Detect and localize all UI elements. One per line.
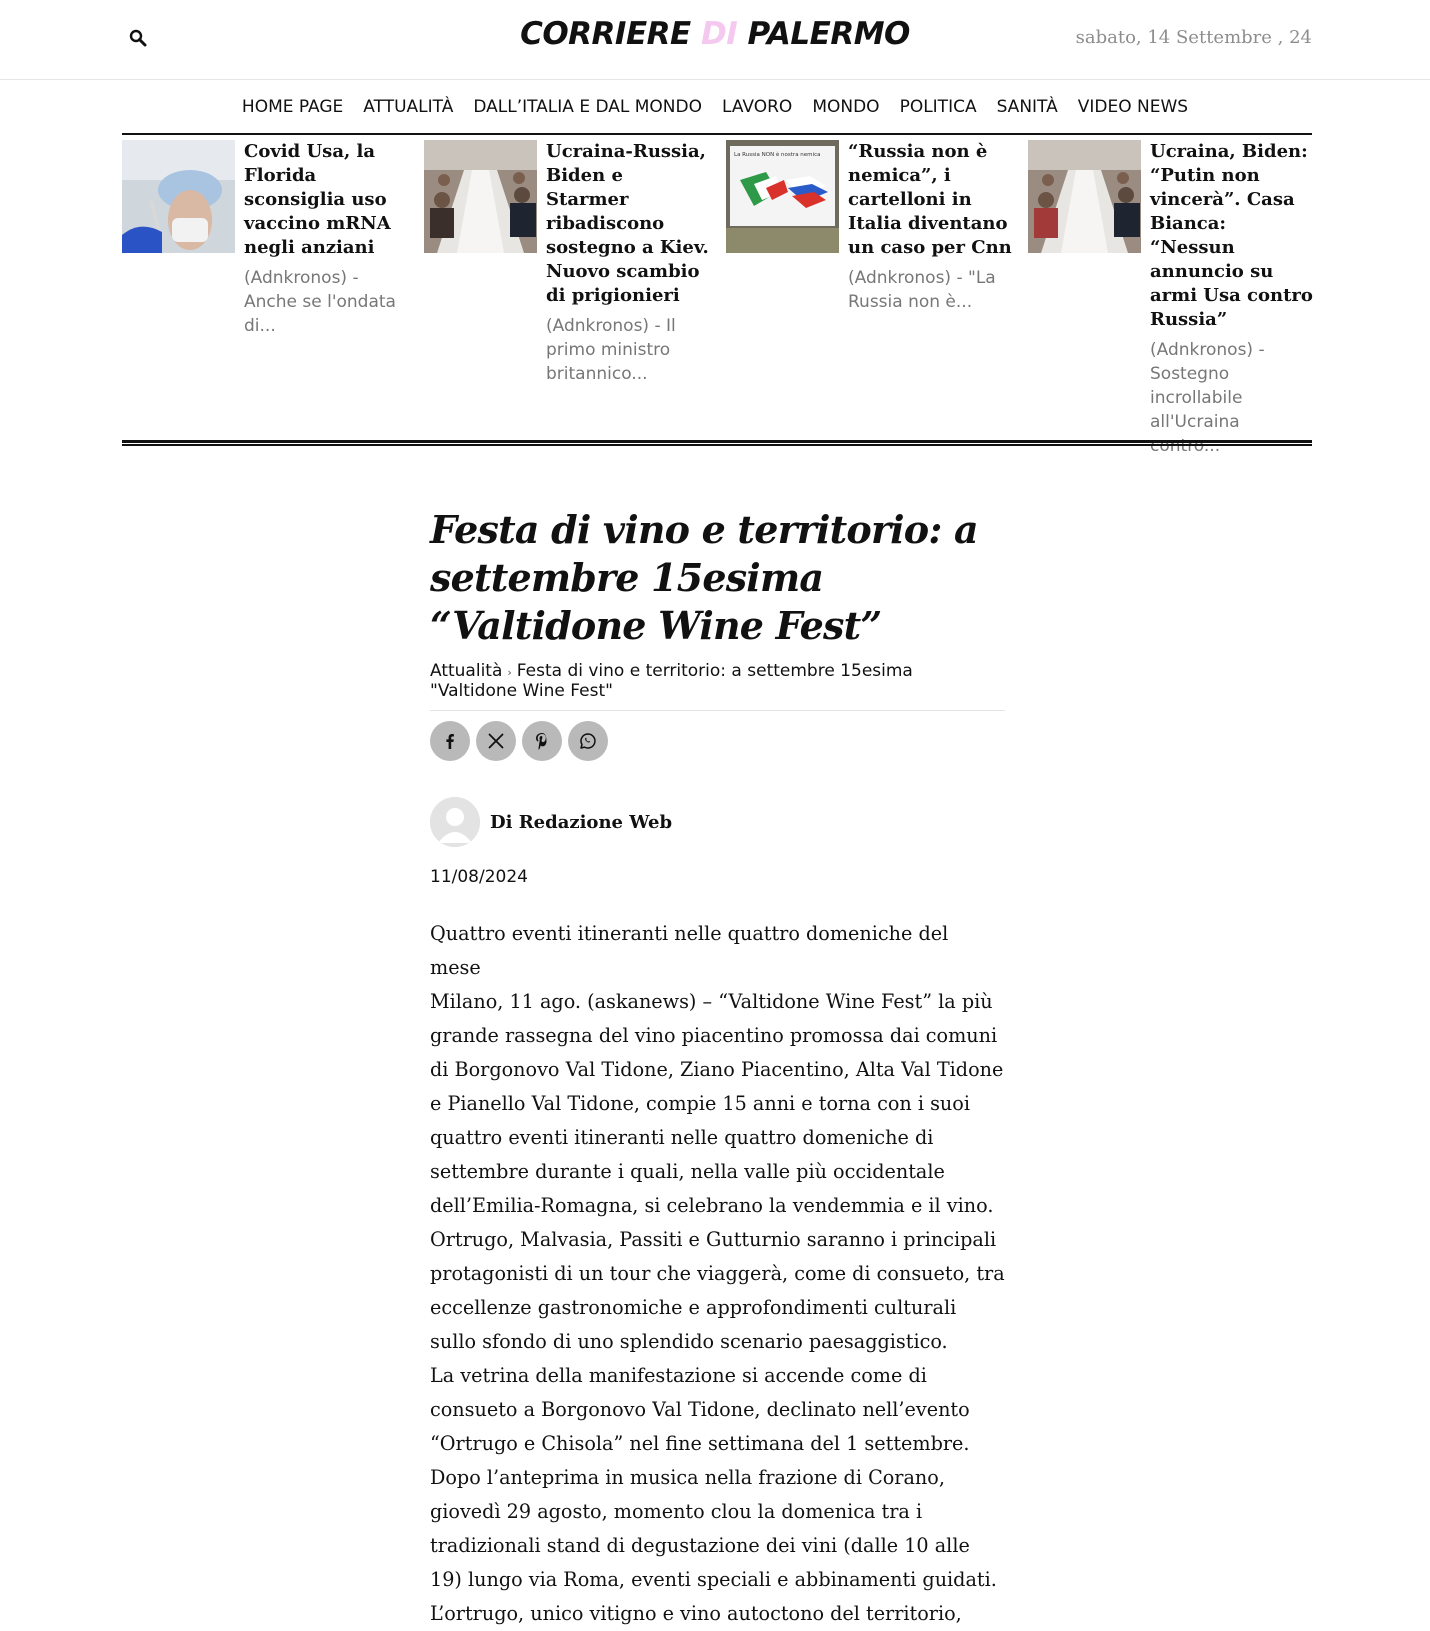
ticker-title[interactable]: Ucraina-Russia, Biden e Starmer ribadiscono sostegno a Kiev. Nuovo scambio di prigionieri (546, 141, 709, 306)
author-name[interactable]: Di Redazione Web (490, 811, 673, 833)
ticker-excerpt: (Adnkronos) - Anche se l'ondata di... (244, 268, 396, 336)
article-paragraph: Milano, 11 ago. (askanews) – “Valtidone Wine Fest” la più grande rassegna del vino piacentino promossa dai comuni di Borgonovo Val Tidone, Ziano Piacentino, Alta Val Tidone e Pianello Val Tidone, compie 15 anni e torna con i suoi quattro eventi itineranti nelle quattro domeniche di settembre durante i quali, nella valle più occidentale dell’Emilia-Romagna, si celebrano la vendemmia e il vino. (430, 990, 1004, 1217)
top-bar (0, 0, 1430, 80)
nav-item-sanita[interactable]: SANITÀ (996, 97, 1058, 117)
ticker-title[interactable]: Ucraina, Biden: “Putin non vincerà”. Casa Bianca: “Nessun annuncio su armi Usa contro Russia” (1150, 141, 1313, 330)
ticker-thumbnail[interactable] (726, 140, 839, 253)
breadcrumb-separator-icon: › (507, 666, 512, 679)
ticker-title[interactable]: Covid Usa, la Florida sconsiglia uso vaccino mRNA negli anziani (244, 141, 391, 258)
nav-item-attualita[interactable]: ATTUALITÀ (363, 97, 454, 117)
publication-date: 11/08/2024 (430, 867, 528, 887)
x-icon (488, 733, 504, 749)
share-whatsapp-button[interactable] (568, 721, 608, 761)
facebook-icon (442, 733, 458, 749)
ticker-thumbnail[interactable] (424, 140, 537, 253)
vaccine-photo (122, 140, 235, 253)
nav-divider (122, 133, 1312, 135)
ticker-thumbnail[interactable] (122, 140, 235, 253)
article-title: Festa di vino e territorio: a settembre 15esima “Valtidone Wine Fest” (430, 507, 978, 648)
author-row (430, 797, 1005, 847)
nav-item-home-page[interactable]: HOME PAGE (241, 97, 344, 117)
header-date: sabato, 14 Settembre , 24 (1075, 27, 1312, 48)
meeting-photo (1028, 140, 1141, 253)
article-paragraph: La vetrina della manifestazione si accende come di consueto a Borgonovo Val Tidone, declinato nell’evento “Ortrugo e Chisola” nel fine settimana del 1 settembre. (430, 1364, 970, 1455)
news-ticker (122, 140, 1313, 456)
meeting-photo (424, 140, 537, 253)
ticker-item[interactable] (424, 140, 714, 436)
nav-item-mondo[interactable]: MONDO (812, 97, 880, 117)
logo-word-di: DI (700, 16, 738, 52)
ticker-item[interactable] (122, 140, 412, 436)
logo-word-corriere: CORRIERE (520, 16, 691, 52)
share-buttons (430, 721, 1005, 761)
breadcrumb-category[interactable]: Attualità (430, 661, 503, 681)
nav-item-video-news[interactable]: VIDEO NEWS (1077, 97, 1189, 117)
billboard-photo (726, 140, 839, 253)
share-x-button[interactable] (476, 721, 516, 761)
ticker-excerpt: (Adnkronos) - Il primo ministro britannico... (546, 316, 676, 384)
author-avatar[interactable] (430, 797, 480, 847)
ticker-item[interactable] (726, 140, 1016, 436)
ticker-excerpt: (Adnkronos) - Sostegno incrollabile all'Ucraina contro... (1150, 340, 1265, 456)
nav-item-lavoro[interactable]: LAVORO (722, 97, 793, 117)
share-facebook-button[interactable] (430, 721, 470, 761)
breadcrumb (430, 662, 1005, 711)
user-avatar-icon (430, 797, 480, 847)
main-nav (0, 82, 1430, 132)
ticker-thumbnail[interactable] (1028, 140, 1141, 253)
nav-item-italia-mondo[interactable]: DALL’ITALIA E DAL MONDO (473, 97, 702, 117)
share-pinterest-button[interactable] (522, 721, 562, 761)
article-body (430, 917, 1005, 1631)
ticker-excerpt: (Adnkronos) - "La Russia non è... (848, 268, 996, 312)
ticker-bottom-divider (122, 440, 1312, 446)
pinterest-icon (534, 732, 550, 750)
billboard-caption: La Russia NON è nostra nemica (734, 152, 821, 158)
ticker-title[interactable]: “Russia non è nemica”, i cartelloni in Italia diventano un caso per Cnn (848, 141, 1012, 258)
whatsapp-icon (579, 732, 597, 750)
breadcrumb-current: Festa di vino e territorio: a settembre 15esima "Valtidone Wine Fest" (430, 661, 913, 701)
nav-item-politica[interactable]: POLITICA (899, 97, 977, 117)
logo-word-palermo: PALERMO (747, 16, 910, 52)
article-paragraph: Ortrugo, Malvasia, Passiti e Gutturnio saranno i principali protagonisti di un tour che viaggerà, come di consueto, tra eccellenze gastronomiche e approfondimenti culturali sullo sfondo di uno splendido scenario paesaggistico. (430, 1228, 1005, 1353)
article (430, 506, 1005, 1631)
article-paragraph: Quattro eventi itineranti nelle quattro domeniche del mese (430, 922, 949, 979)
ticker-item[interactable] (1028, 140, 1318, 456)
article-paragraph: L’ortrugo, unico vitigno e vino autoctono del territorio, (430, 1602, 962, 1625)
article-paragraph: Dopo l’anteprima in musica nella frazione di Corano, giovedì 29 agosto, momento clou la domenica tra i tradizionali stand di degustazione dei vini (dalle 10 alle 19) lungo via Roma, eventi speciali e abbinamenti guidati. (430, 1466, 997, 1591)
